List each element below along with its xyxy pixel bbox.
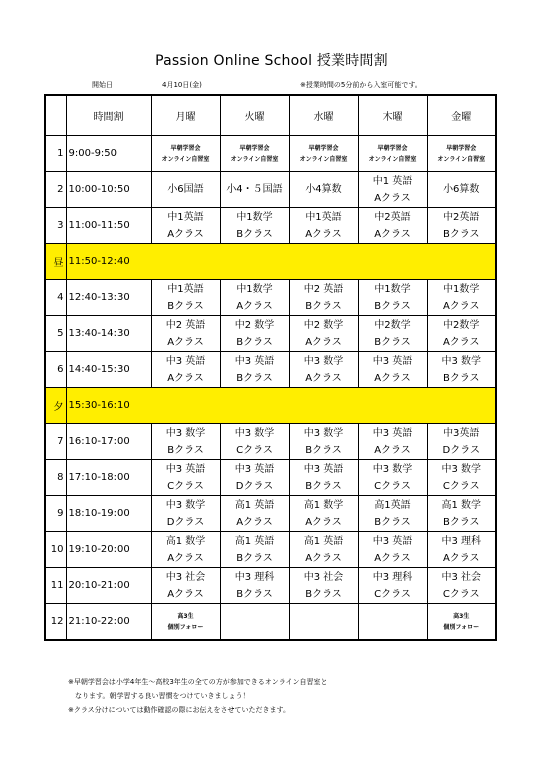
class-group: Cクラス — [236, 444, 273, 456]
class-subject: 高1 数学 — [303, 499, 344, 511]
class-group: Bクラス — [167, 444, 204, 456]
class-cell — [427, 172, 496, 208]
class-cell — [289, 460, 358, 496]
class-cell — [427, 316, 496, 352]
class-group: Aクラス — [236, 300, 273, 312]
class-cell — [151, 136, 220, 172]
class-subject: 中3 英語 — [372, 355, 413, 367]
class-group: Aクラス — [305, 516, 342, 528]
period-time: 18:10-19:00 — [66, 496, 151, 532]
class-subject: 中3 数学 — [441, 355, 482, 367]
period-number: 8 — [45, 460, 66, 496]
period-row — [45, 280, 496, 316]
class-cell — [289, 424, 358, 460]
class-cell — [427, 604, 496, 641]
class-subject: 中3 英語 — [234, 463, 275, 475]
class-cell — [289, 280, 358, 316]
class-subject: 中1英語 — [167, 283, 204, 295]
class-subject: 中3 社会 — [303, 571, 344, 583]
class-group: Aクラス — [442, 300, 480, 312]
class-cell — [427, 460, 496, 496]
period-time: 19:10-20:00 — [66, 532, 151, 568]
header-corner — [45, 95, 66, 136]
class-subject: 高1英語 — [374, 499, 411, 511]
break-row — [45, 388, 496, 424]
period-number: 3 — [45, 208, 66, 244]
class-cell — [220, 208, 289, 244]
class-subject: 高1 数学 — [165, 535, 206, 547]
timetable-header-row — [45, 95, 496, 136]
period-time: 14:40-15:30 — [66, 352, 151, 388]
class-cell — [289, 568, 358, 604]
class-subject: 早朝学習会 — [170, 144, 201, 152]
class-group: Aクラス — [374, 552, 411, 564]
class-subject: 小4・５国語 — [226, 184, 283, 195]
class-cell — [358, 280, 427, 316]
period-time: 10:00-10:50 — [66, 172, 151, 208]
class-cell — [151, 532, 220, 568]
class-cell — [220, 604, 289, 641]
class-cell — [151, 424, 220, 460]
class-subject: 中3 数学 — [303, 427, 344, 439]
class-group: オンライン自習室 — [230, 155, 279, 163]
period-row — [45, 172, 496, 208]
class-group: Aクラス — [167, 588, 204, 600]
class-cell — [220, 496, 289, 532]
class-subject: 高1 英語 — [303, 535, 344, 547]
class-subject: 中3 数学 — [165, 427, 206, 439]
period-time: 13:40-14:30 — [66, 316, 151, 352]
class-subject: 高3生 — [177, 612, 194, 620]
class-group: Aクラス — [167, 336, 204, 348]
class-cell — [358, 496, 427, 532]
class-group: Cクラス — [374, 480, 411, 492]
class-subject: 中1数学 — [374, 283, 411, 295]
period-time: 17:10-18:00 — [66, 460, 151, 496]
class-cell — [151, 496, 220, 532]
day-header-thursday: 木曜 — [358, 95, 427, 136]
period-number: 1 — [45, 136, 66, 172]
class-group: Bクラス — [167, 300, 204, 312]
class-group: Dクラス — [166, 516, 205, 528]
class-subject: 中3 英語 — [165, 355, 206, 367]
class-cell — [220, 280, 289, 316]
class-subject: 中3 英語 — [165, 463, 206, 475]
class-cell — [220, 352, 289, 388]
class-cell — [151, 208, 220, 244]
break-time: 15:30-16:10 — [66, 388, 496, 424]
day-header-monday: 月曜 — [151, 95, 220, 136]
start-date-value: 4月10日(金) — [162, 81, 202, 89]
class-group: Cクラス — [442, 588, 480, 600]
class-subject: 小4算数 — [305, 184, 342, 195]
period-time: 16:10-17:00 — [66, 424, 151, 460]
page-title: Passion Online School 授業時間割 — [155, 53, 388, 69]
class-subject: 中2 数学 — [234, 319, 275, 331]
class-cell — [358, 568, 427, 604]
class-group: Bクラス — [305, 444, 342, 456]
class-subject: 中3 英語 — [372, 535, 413, 547]
period-number: 12 — [45, 604, 66, 641]
class-cell — [358, 604, 427, 641]
footnotes — [68, 675, 328, 717]
class-cell — [358, 532, 427, 568]
class-subject: 中3 数学 — [234, 427, 275, 439]
break-label: 昼 — [45, 244, 66, 280]
class-cell — [358, 316, 427, 352]
class-group: Aクラス — [374, 192, 411, 204]
class-subject: 高1 英語 — [234, 535, 275, 547]
class-subject: 中1数学 — [443, 283, 480, 295]
day-header-friday: 金曜 — [427, 95, 496, 136]
class-group: Bクラス — [236, 336, 273, 348]
class-subject: 中3 数学 — [441, 463, 482, 475]
class-group: オンライン自習室 — [368, 155, 417, 163]
class-cell — [358, 136, 427, 172]
class-cell — [358, 424, 427, 460]
period-row — [45, 316, 496, 352]
class-subject: 中1数学 — [236, 211, 273, 223]
class-subject: 高1 英語 — [234, 499, 275, 511]
class-group: オンライン自習室 — [299, 155, 348, 163]
class-cell — [220, 136, 289, 172]
class-cell — [289, 532, 358, 568]
class-subject: 中3 理科 — [441, 535, 482, 547]
class-cell — [220, 316, 289, 352]
class-cell — [151, 316, 220, 352]
period-number: 6 — [45, 352, 66, 388]
class-cell — [151, 604, 220, 641]
class-subject: 中3英語 — [443, 427, 480, 439]
class-cell — [289, 208, 358, 244]
class-group: Bクラス — [442, 372, 480, 384]
period-row — [45, 568, 496, 604]
class-cell — [427, 532, 496, 568]
class-subject: 早朝学習会 — [308, 144, 339, 152]
class-subject: 中3 理科 — [234, 571, 275, 583]
class-group: オンライン自習室 — [161, 155, 210, 163]
class-group: Dクラス — [442, 444, 480, 456]
period-row — [45, 460, 496, 496]
class-group: Bクラス — [236, 372, 273, 384]
footnote-line: なります。朝学習する良い習慣をつけていきましょう！ — [75, 692, 250, 700]
class-subject: 中3 社会 — [165, 571, 206, 583]
class-subject: 中2 英語 — [303, 283, 344, 295]
class-cell — [289, 352, 358, 388]
class-subject: 中3 英語 — [234, 355, 275, 367]
class-cell — [220, 532, 289, 568]
break-row — [45, 244, 496, 280]
class-subject: 中1英語 — [305, 211, 342, 223]
class-cell — [358, 208, 427, 244]
class-cell — [151, 568, 220, 604]
class-cell — [289, 172, 358, 208]
period-row — [45, 532, 496, 568]
class-subject: 中3 数学 — [165, 499, 206, 511]
period-time: 21:10-22:00 — [66, 604, 151, 641]
class-group: Aクラス — [305, 228, 342, 240]
class-group: Cクラス — [167, 480, 204, 492]
class-group: Aクラス — [374, 444, 411, 456]
footnote-line: ※早朝学習会は小学4年生～高校3年生の全ての方が参加できるオンライン自習室と — [68, 678, 328, 686]
class-cell — [427, 352, 496, 388]
class-group: Aクラス — [167, 372, 204, 384]
class-subject: 中3 英語 — [303, 463, 344, 475]
period-number: 7 — [45, 424, 66, 460]
period-number: 5 — [45, 316, 66, 352]
class-group: Aクラス — [305, 372, 342, 384]
class-group: Bクラス — [442, 228, 480, 240]
class-subject: 中1数学 — [236, 283, 273, 295]
class-subject: 中3 英語 — [372, 427, 413, 439]
class-group: オンライン自習室 — [437, 155, 486, 163]
class-subject: 早朝学習会 — [239, 144, 270, 152]
class-group: Aクラス — [305, 552, 342, 564]
class-cell — [151, 280, 220, 316]
class-group: Aクラス — [374, 228, 411, 240]
day-header-tuesday: 火曜 — [220, 95, 289, 136]
period-number: 11 — [45, 568, 66, 604]
class-group: Aクラス — [305, 336, 342, 348]
class-cell — [220, 172, 289, 208]
class-cell — [427, 280, 496, 316]
class-cell — [358, 460, 427, 496]
class-group: 個別フォロー — [167, 623, 204, 631]
class-cell — [289, 496, 358, 532]
period-time: 20:10-21:00 — [66, 568, 151, 604]
start-date-label: 開始日 — [92, 81, 113, 89]
class-cell — [289, 604, 358, 641]
class-cell — [358, 352, 427, 388]
class-group: Aクラス — [442, 336, 480, 348]
class-cell — [151, 172, 220, 208]
class-group: Aクラス — [236, 516, 273, 528]
class-subject: 中2数学 — [443, 319, 480, 331]
class-cell — [427, 208, 496, 244]
timetable — [44, 94, 497, 641]
class-cell — [289, 316, 358, 352]
period-row — [45, 496, 496, 532]
period-row — [45, 424, 496, 460]
break-label: 夕 — [45, 388, 66, 424]
class-group: Bクラス — [374, 300, 411, 312]
period-row — [45, 208, 496, 244]
class-group: Bクラス — [305, 588, 342, 600]
class-subject: 中2数学 — [374, 319, 411, 331]
class-group: Bクラス — [442, 516, 480, 528]
break-time: 11:50-12:40 — [66, 244, 496, 280]
class-subject: 中2英語 — [443, 211, 480, 223]
class-subject: 早朝学習会 — [446, 144, 477, 152]
period-time: 12:40-13:30 — [66, 280, 151, 316]
class-group: Bクラス — [236, 552, 273, 564]
entry-notice: ※授業時間の5分前から入室可能です。 — [300, 81, 422, 89]
class-subject: 中2 英語 — [165, 319, 206, 331]
class-subject: 小6算数 — [443, 184, 480, 195]
class-cell — [358, 172, 427, 208]
class-cell — [220, 568, 289, 604]
class-subject: 中2英語 — [374, 211, 411, 223]
class-cell — [427, 136, 496, 172]
class-group: Bクラス — [305, 480, 342, 492]
period-row — [45, 136, 496, 172]
class-subject: 中3 理科 — [372, 571, 413, 583]
footnote-line: ※クラス分けについては動作確認の際にお伝えをさせていただきます。 — [68, 706, 290, 714]
class-subject: 小6国語 — [167, 184, 204, 195]
class-subject: 高3生 — [453, 612, 470, 620]
class-group: Bクラス — [305, 300, 342, 312]
time-header: 時間割 — [66, 95, 151, 136]
class-subject: 中3 数学 — [372, 463, 413, 475]
class-subject: 中3 数学 — [303, 355, 344, 367]
day-header-wednesday: 水曜 — [289, 95, 358, 136]
class-cell — [289, 136, 358, 172]
class-subject: 早朝学習会 — [377, 144, 408, 152]
period-number: 2 — [45, 172, 66, 208]
class-cell — [220, 424, 289, 460]
period-number: 4 — [45, 280, 66, 316]
period-row — [45, 352, 496, 388]
class-group: Bクラス — [236, 228, 273, 240]
class-group: Aクラス — [167, 228, 204, 240]
period-number: 10 — [45, 532, 66, 568]
class-group: Bクラス — [374, 336, 411, 348]
class-subject: 高1 数学 — [441, 499, 482, 511]
class-group: Bクラス — [236, 588, 273, 600]
class-group: Bクラス — [374, 516, 411, 528]
class-subject: 中1 英語 — [372, 175, 413, 187]
class-group: Aクラス — [374, 372, 411, 384]
period-number: 9 — [45, 496, 66, 532]
class-group: Aクラス — [167, 552, 204, 564]
class-group: Cクラス — [374, 588, 411, 600]
class-cell — [427, 568, 496, 604]
period-time: 11:00-11:50 — [66, 208, 151, 244]
class-cell — [151, 460, 220, 496]
period-time: 9:00-9:50 — [66, 136, 151, 172]
class-subject: 中1英語 — [167, 211, 204, 223]
class-group: Aクラス — [442, 552, 480, 564]
class-cell — [427, 496, 496, 532]
class-cell — [220, 460, 289, 496]
class-cell — [151, 352, 220, 388]
class-group: 個別フォロー — [443, 623, 480, 631]
class-group: Cクラス — [442, 480, 480, 492]
class-group: Dクラス — [235, 480, 274, 492]
class-subject: 中3 社会 — [441, 571, 482, 583]
period-row — [45, 604, 496, 641]
class-subject: 中2 数学 — [303, 319, 344, 331]
class-cell — [427, 424, 496, 460]
